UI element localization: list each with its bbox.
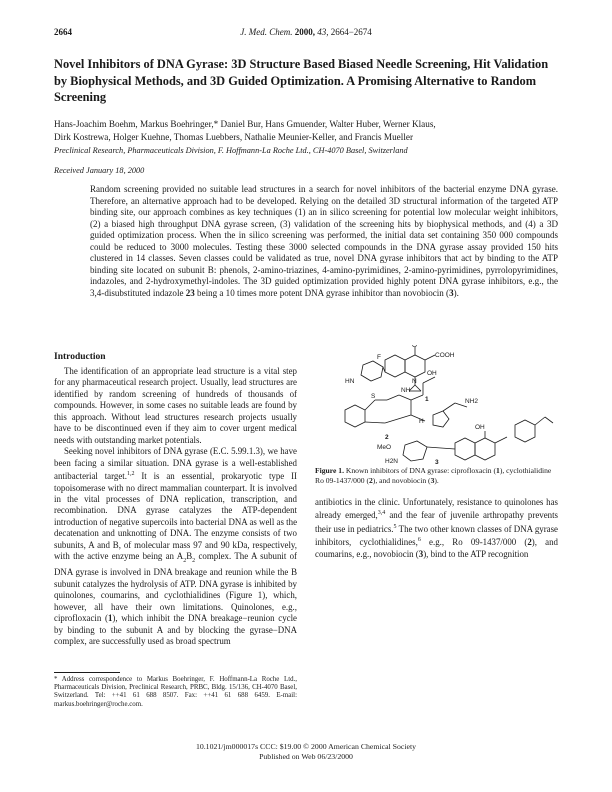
compound-ref: 3 bbox=[418, 548, 424, 559]
paragraph-text: The two other known classes of DNA gyrase inhibitors, cyclothialidines, bbox=[315, 523, 558, 548]
caption-text: ), cyclothialidine Ro 09-1437/000 ( bbox=[315, 466, 552, 485]
paragraph bbox=[315, 497, 558, 560]
bond bbox=[425, 355, 435, 360]
compound-label: 3 bbox=[435, 459, 439, 465]
glycoside-bond bbox=[427, 447, 455, 449]
paragraph-text: complex. The A subunit of DNA gyrase is involved in DNA breakage and reunion while the B subunit catalyzes the hydrolysis of ATP. DNA gyrase is inhibited by quinolones, coumarins, and cyclothialidines (Figure 1), which, however, all have their own limitations. Quinolones, e.g., ciprofloxacin ( bbox=[54, 551, 298, 624]
journal-name: J. Med. Chem. bbox=[240, 27, 293, 37]
bond bbox=[423, 377, 435, 383]
affiliation: Preclinical Research, Pharmaceuticals Division, F. Hoffmann-La Roche Ltd., CH-4070 Basel, Switzerland bbox=[54, 146, 408, 155]
ring-bond bbox=[385, 355, 405, 377]
compound-ref: 3 bbox=[449, 287, 454, 298]
abstract-text-end: ). bbox=[453, 287, 459, 298]
piperazine-ring bbox=[361, 361, 383, 381]
citation-sup: 1,2 bbox=[126, 471, 135, 478]
atom-label: HN bbox=[345, 378, 355, 385]
author-list bbox=[54, 118, 558, 143]
subscript: 2 bbox=[183, 558, 187, 564]
abstract-text-middle: being a 10 times more potent DNA gyrase inhibitor than novobiocin ( bbox=[197, 287, 450, 298]
journal-volume: 43, bbox=[317, 27, 329, 37]
paragraph-text: ), which inhibit the DNA breakage−reunion cycle by binding to the subunit A and by blocking the gyrase−DNA complex, are successfully used as broad spectrum bbox=[54, 613, 297, 647]
page-number: 2664 bbox=[54, 27, 72, 37]
bond bbox=[411, 395, 423, 400]
atom-label: N bbox=[412, 378, 417, 385]
cyclopropyl-bond bbox=[415, 385, 421, 391]
sugar-ring bbox=[403, 441, 427, 461]
correspondence-footnote: * Address correspondence to Markus Boehringer, F. Hoffmann-La Roche Ltd., Pharmaceuticals Division, Preclinical Research, PRBC, Bldg. 15/136, CH-4070 Basel, Switzerland. Tel: ++41 61 688 8507. Fax: ++41 61 688 6459. E-mail: markus.boehringer@roche.com. bbox=[54, 676, 297, 708]
ring-bond bbox=[405, 355, 425, 377]
benzene-ring bbox=[515, 420, 535, 442]
figure-1 bbox=[315, 345, 558, 465]
atom-label: H2N bbox=[385, 458, 399, 465]
prenyl-bond bbox=[545, 417, 553, 423]
bond bbox=[365, 422, 385, 423]
journal-citation bbox=[54, 27, 558, 37]
paragraph-text: antibiotics in the clinic. Unfortunately, resistance to quinolones has already emerged, bbox=[315, 497, 558, 521]
compound-ref: 2 bbox=[369, 475, 373, 485]
bond bbox=[495, 437, 507, 443]
running-header bbox=[54, 27, 558, 39]
journal-pages: 2664−2674 bbox=[330, 27, 372, 37]
proline-ring bbox=[433, 411, 449, 427]
footnote-rule bbox=[54, 672, 120, 673]
journal-year: 2000, bbox=[294, 27, 315, 37]
body-column-right bbox=[315, 497, 558, 560]
atom-label: F bbox=[377, 354, 381, 361]
paragraph-text: Seeking novel inhibitors of DNA gyrase (E.C. 5.99.1.3), we have been facing a similar situation. DNA gyrase is a well-established antibacterial target. bbox=[54, 446, 297, 482]
compound-ref: 1 bbox=[496, 466, 500, 475]
author-line-1: Hans-Joachim Boehm, Markus Boehringer,* Daniel Bur, Hans Gmuender, Walter Huber, Werner Klaus, bbox=[54, 119, 436, 129]
atom-label: NH2 bbox=[465, 398, 479, 405]
caption-text: Known inhibitors of DNA gyrase: ciprofloxacin ( bbox=[343, 466, 497, 475]
abstract-text: Random screening provided no suitable lead structures in a search for novel inhibitors of the bacterial enzyme DNA gyrase. Therefore, an alternative approach had to be developed. Relying on the detailed 3D structural information of the targeted ATP binding site, our approach combines as key techniques (1) an in silico screening for potential low molecular weight inhibitors, (2) a biased high throughput DNA gyrase screen, (3) validation of the screening hits by biophysical methods, and (4) a 3D guided optimization process. When the in silico screening was performed, the initial data set containing 350 000 compounds could be reduced to 3000 molecules. Testing these 3000 selected compounds in the DNA gyrase assay provided 150 hits clustered in 14 classes. Seven classes could be validated as true, novel DNA gyrase inhibitors that act by binding to the ATP binding site located on subunit B: phenols, 2-amino-triazines, 4-amino-pyrimidines, 2-amino-pyrimidines, pyrrolopyrimidines, indazoles, and 2-hydroxymethyl-indoles. The 3D guided optimization provided highly potent DNA gyrase inhibitors, e.g., the 3,4-disubstituted indazole bbox=[90, 184, 558, 298]
prenyl-bond bbox=[535, 417, 545, 425]
compound-ref: 2 bbox=[527, 537, 532, 548]
section-heading: Introduction bbox=[54, 352, 106, 362]
figure-caption bbox=[315, 466, 558, 485]
atom-label: NH bbox=[401, 387, 411, 394]
body-column-left bbox=[54, 366, 297, 648]
caption-label: Figure 1. bbox=[315, 466, 344, 475]
caption-text: ), and novobiocin ( bbox=[372, 475, 431, 485]
article-title: Novel Inhibitors of DNA Gyrase: 3D Structure Based Biased Needle Screening, Hit Validation by Biophysical Methods, and 3D Guided Optimization. A Promising Alternative to Random Screening bbox=[54, 57, 549, 104]
bond bbox=[399, 395, 411, 400]
paragraph-text: ), bind to the ATP recognition bbox=[423, 548, 529, 559]
bond bbox=[385, 415, 411, 423]
coumarin-ring bbox=[475, 438, 495, 460]
atom-label: OH bbox=[475, 424, 485, 431]
atom-label: O bbox=[412, 345, 418, 349]
structures-drawing bbox=[315, 345, 558, 465]
atom-label: OH bbox=[427, 370, 437, 377]
citation-sup: 3,4 bbox=[377, 510, 386, 517]
atom-label: COOH bbox=[435, 352, 455, 359]
paragraph-text: e.g., Ro 09-1437/000 ( bbox=[420, 537, 528, 548]
coumarin-ring bbox=[455, 438, 475, 460]
author-line-2: Dirk Kostrewa, Holger Kuehne, Thomas Luebbers, Nathalie Meunier-Keller, and Francis Mueller bbox=[54, 131, 414, 142]
compound-ref: 23 bbox=[185, 287, 195, 298]
atom-label: MeO bbox=[377, 444, 392, 451]
ring-bond bbox=[345, 405, 365, 427]
bond bbox=[443, 403, 455, 411]
citation-sup: 6 bbox=[417, 537, 421, 544]
bond bbox=[365, 400, 375, 410]
publication-info bbox=[54, 742, 558, 761]
bond bbox=[387, 395, 399, 400]
caption-text: ). bbox=[434, 475, 439, 485]
received-date: Received January 18, 2000 bbox=[54, 166, 145, 175]
paragraph-text: B bbox=[186, 551, 193, 562]
paragraph-text: and the fear of juvenile arthropathy prevents their use in pediatrics. bbox=[315, 510, 558, 534]
compound-label: 2 bbox=[385, 434, 389, 441]
paragraph-text: ), and coumarins, e.g., novobiocin ( bbox=[315, 537, 558, 559]
compound-ref: 3 bbox=[430, 475, 435, 485]
atom-label: S bbox=[371, 393, 376, 400]
published-date: Published on Web 06/23/2000 bbox=[259, 751, 353, 761]
paragraph-text: It is an essential, prokaryotic type II topoisomerase with no direct mammalian counterpart. It is involved in the vital processes of DNA replication, transcription, and recombination. DNA gyrase catalyzes the ATP-dependent introduction of negative supercoils into bacterial DNA as well as the decatenation and unknotting of DNA. The enzyme consists of two subunits, A and B, of molecular mass 97 and 90 kDa, respectively, with the active enzyme being an A bbox=[54, 471, 298, 562]
subscript: 2 bbox=[192, 558, 196, 564]
atom-label: H bbox=[419, 418, 424, 425]
abstract bbox=[90, 184, 558, 299]
compound-ref: 1 bbox=[107, 613, 113, 624]
doi-line: 10.1021/jm000017s CCC: $19.00 © 2000 American Chemical Society bbox=[195, 742, 417, 751]
compound-label: 1 bbox=[425, 396, 429, 403]
citation-sup: 5 bbox=[393, 523, 397, 530]
paragraph: The identification of an appropriate lead structure is a vital step for any pharmaceutical research project. Usually, lead structures are identified by random screening of hundreds of thousands of compounds. However, in some cases no suitable leads are found by this approach. Without lead structures research projects usually have to be discontinued even if they aim to cover urgent medical needs with outstanding market potentials. bbox=[54, 366, 297, 445]
paragraph bbox=[54, 446, 297, 647]
